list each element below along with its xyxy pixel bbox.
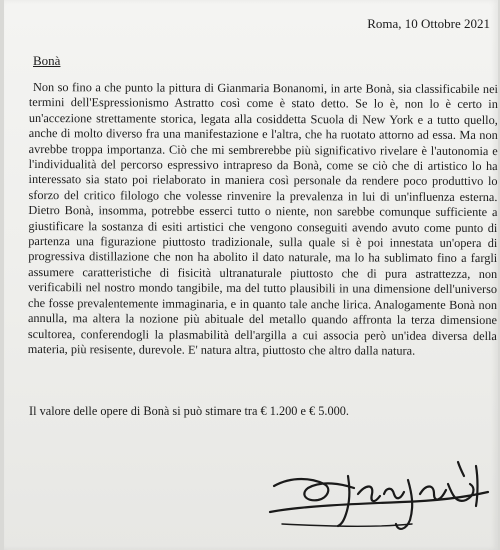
value-estimate: Il valore delle opere di Bonà si può stimare tra € 1.200 e € 5.000. (29, 404, 349, 418)
letter-body: Non so fino a che punto la pittura di Gianmaria Bonanomi, in arte Bonà, sia classificabile nei termini dell'Espressionismo Astratto così come è stato detto. Se lo è, non lo è certo in un'accezione strettamente storica, legata alla cosiddetta Scuola di New York e a tutto quello, anche di molto diverso fra una manifestazione e l'altra, che ha ruotato attorno ad essa. Ma non avrebbe troppa importanza. Ciò che mi sembrerebbe più significativo rivelare è l'autonomia e l'individualità del percorso espressivo intrapreso da Bonà, come se ciò che di artistico lo ha interessato sia stato poi rielaborato in maniera così personale da rendere poco produttivo lo sforzo del critico filologo che volesse rinvenire la prevalenza in lui di un'influenza esterna. Dietro Bonà, insomma, potrebbe esserci tutto o niente, non sarebbe comunque sufficiente a giustificare la sostanza di esiti artistici che vengono conseguiti avendo avuto come punto di partenza una figurazione piuttosto tradizionale, sulla quale si è poi innestata un'opera di progressiva distillazione che non ha abolito il dato naturale, ma lo ha sublimato fino a fargli assumere caratteristiche di fisicità ultranaturale piuttosto che di pura astrattezza, non verificabili nel nostro mondo tangibile, ma del tutto plausibili in una dimensione dell'universo che fosse prevalentemente immaginaria, e in quanto tale anche lirica. Analogamente Bonà non annulla, ma altera la nozione più abituale del metallo quando affronta la terza dimensione scultorea, conferendogli la plasmabilità dell'argilla a cui associa però un'idea diversa della materia, più resisente, durevole. E' natura altra, piuttosto che altro dalla natura. (27, 80, 498, 358)
signature-drawing (262, 454, 498, 540)
handwritten-signature (262, 454, 498, 540)
letter-date: Roma, 10 Ottobre 2021 (367, 16, 490, 31)
letter-title: Bonà (33, 53, 61, 68)
letter-page (4, 0, 498, 550)
